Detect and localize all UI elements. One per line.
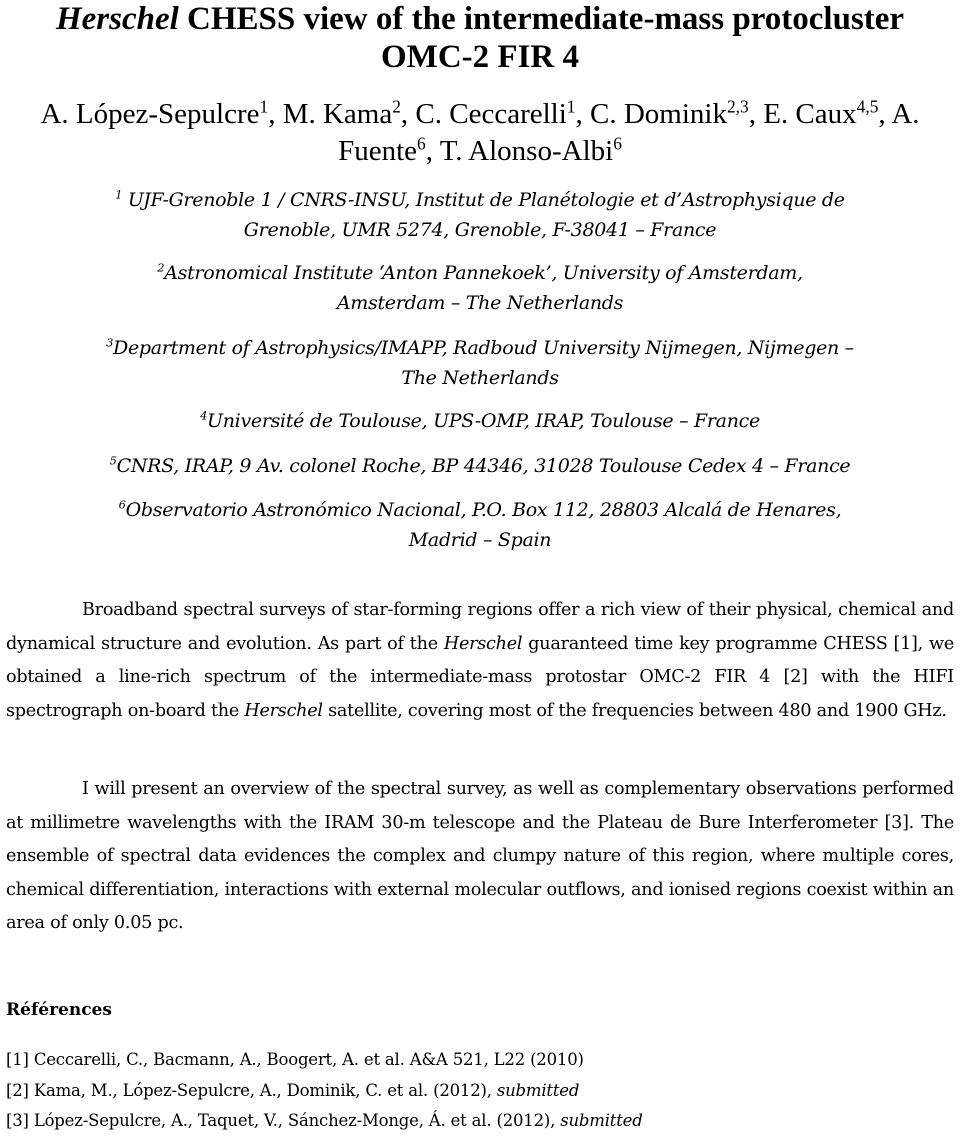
affiliation-6 <box>30 495 930 555</box>
affiliation-text: UJF-Grenoble 1 / CNRS-INSU, Institut de Planétologie et d’Astrophysique de <box>122 189 845 211</box>
title-italic: Herschel <box>55 1 179 37</box>
author-affiliation-marker: 2 <box>392 96 401 117</box>
affiliation-text: CNRS, IRAP, 9 Av. colonel Roche, BP 44346, 31028 Toulouse Cedex 4 – France <box>116 455 851 477</box>
affiliation-number: 1 <box>115 187 123 202</box>
affiliation-text: Grenoble, UMR 5274, Grenoble, F-38041 – France <box>243 219 717 241</box>
affiliation-number: 4 <box>200 408 208 423</box>
affiliation-text: Université de Toulouse, UPS-OMP, IRAP, Toulouse – France <box>207 410 760 432</box>
affiliation-number: 2 <box>157 260 165 275</box>
title-rest: CHESS view of the intermediate-mass protocluster <box>178 1 905 37</box>
reference-item: [3] López-Sepulcre, A., Taquet, V., Sánchez-Monge, Á. et al. (2012), submitted <box>6 1111 643 1130</box>
affiliation-text: Department of Astrophysics/IMAPP, Radboud University Nijmegen, Nijmegen – <box>113 337 854 359</box>
author-affiliation-marker: 4,5 <box>856 96 879 117</box>
affiliation-text: Observatorio Astronómico Nacional, P.O. Box 112, 28803 Alcalá de Henares, <box>125 499 842 521</box>
author-name: T. Alonso-Albi <box>439 135 614 167</box>
references-heading: Références <box>6 1000 112 1020</box>
affiliation-text: Astronomical Institute ‘Anton Pannekoek’, University of Amsterdam, <box>164 262 803 284</box>
affiliation-number: 5 <box>109 453 117 468</box>
author-affiliation-marker: 1 <box>259 96 269 117</box>
affiliation-3 <box>30 333 930 393</box>
affiliation-text: Madrid – Spain <box>408 529 552 551</box>
reference-item: [2] Kama, M., López-Sepulcre, A., Dominik, C. et al. (2012), submitted <box>6 1081 580 1100</box>
author-affiliation-marker: 2,3 <box>726 96 749 117</box>
author-affiliation-marker: 6 <box>613 133 622 154</box>
reference-item: [1] Ceccarelli, C., Bacmann, A., Boogert, A. et al. A&A 521, L22 (2010) <box>6 1050 584 1069</box>
author-affiliation-marker: 6 <box>417 133 426 154</box>
author-name: M. Kama <box>282 98 393 130</box>
affiliation-4 <box>30 406 930 436</box>
author-name: C. Ceccarelli <box>415 98 567 130</box>
affiliation-number: 3 <box>106 335 114 350</box>
affiliation-text: Amsterdam – The Netherlands <box>336 292 624 314</box>
author-affiliation-marker: 1 <box>566 96 576 117</box>
author-name: A. López-Sepulcre <box>40 98 260 130</box>
abstract-paragraph-1: Broadband spectral surveys of star-forming regions offer a rich view of their physical, chemical and dynamical structure and evolution. As part of the Herschel guaranteed time key programme CHESS [1], we obtained a line-rich spectrum of the intermediate-mass protostar OMC-2 FIR 4 [2] with the HIFI spectrograph on-board the Herschel satellite, covering most of the frequencies between 480 and 1900 GHz. <box>6 600 954 721</box>
author-list: A. López-Sepulcre$^1$, M. Kama$^2$, C. Ceccarelli$^1$, C. Dominik$^{2,3}$, E. Caux$^{4,5}$, A. Fuente$^6$, T. Alonso-Albi$^6$ <box>40 96 920 167</box>
affiliation-number: 6 <box>118 497 126 512</box>
affiliation-2 <box>30 258 930 318</box>
author-name: E. Caux <box>763 98 857 130</box>
author-name: C. Dominik <box>590 98 727 130</box>
affiliation-text: The Netherlands <box>401 367 559 389</box>
abstract-paragraph-2: I will present an overview of the spectral survey, as well as complementary observations performed at millimetre wavelengths with the IRAM 30-m telescope and the Plateau de Bure Interferometer [3]. The ensemble of spectral data evidences the complex and clumpy nature of this region, where multiple cores, chemical differentiation, interactions with external molecular outflows, and ionised regions coexist within an area of only 0.05 pc. <box>6 779 954 934</box>
title-line2: OMC-2 FIR 4 <box>381 39 579 75</box>
paper-title <box>0 0 960 76</box>
author-name: A. Fuente <box>338 98 920 167</box>
italic-term: Herschel <box>244 700 323 721</box>
affiliation-1 <box>30 185 930 245</box>
italic-term: Herschel <box>443 633 523 654</box>
affiliation-5 <box>30 451 930 481</box>
